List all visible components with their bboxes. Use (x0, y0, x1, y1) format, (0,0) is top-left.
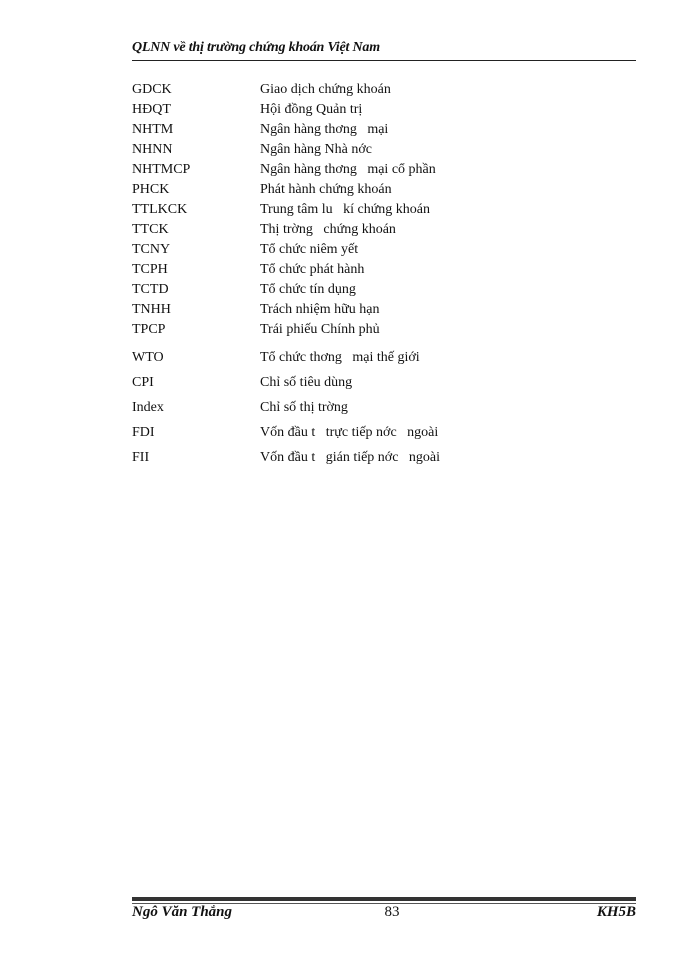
abbreviation-row (132, 400, 636, 420)
abbreviation-term: CPI (132, 375, 154, 390)
abbreviation-meaning: Ngân hàng Nhà nớc (260, 142, 372, 157)
footer-class: KH5B (596, 904, 636, 920)
abbreviation-term: TCTD (132, 282, 169, 297)
abbreviation-row (132, 450, 636, 470)
abbreviation-term: TNHH (132, 302, 171, 317)
abbreviation-row (132, 102, 636, 122)
abbreviation-term: FII (132, 450, 150, 465)
abbreviation-meaning: Ngân hàng thơng mại (260, 122, 389, 137)
abbreviation-term: TTLKCK (132, 202, 188, 217)
running-header: QLNN về thị trường chứng khoán Việt Nam (132, 40, 380, 55)
abbreviation-row (132, 322, 636, 342)
abbreviation-term: HĐQT (132, 102, 171, 117)
abbreviation-row (132, 182, 636, 202)
abbreviation-term: TTCK (132, 222, 169, 237)
abbreviation-meaning: Tổ chức phát hành (260, 262, 365, 277)
abbreviation-meaning: Phát hành chứng khoán (260, 182, 392, 197)
abbreviation-term: TCPH (132, 262, 168, 277)
abbreviation-meaning: Chỉ số thị trờng (260, 400, 348, 415)
abbreviation-row (132, 82, 636, 102)
abbreviation-term: FDI (132, 425, 155, 440)
abbreviation-row (132, 142, 636, 162)
abbreviation-term: PHCK (132, 182, 170, 197)
abbreviation-meaning: Trung tâm lu kí chứng khoán (260, 202, 431, 217)
abbreviation-term: GDCK (132, 82, 172, 97)
abbreviation-term: NHNN (132, 142, 173, 157)
abbreviation-meaning: Tổ chức thơng mại thế giới (260, 350, 420, 365)
abbreviation-meaning: Ngân hàng thơng mại cổ phần (260, 162, 436, 177)
header-divider (132, 60, 636, 61)
abbreviation-term: NHTM (132, 122, 174, 137)
abbreviation-row (132, 262, 636, 282)
abbreviation-meaning: Giao dịch chứng khoán (260, 82, 391, 97)
abbreviation-meaning: Vốn đầu t gián tiếp nớc ngoài (260, 450, 441, 465)
footer-author: Ngô Văn Thắng (132, 904, 233, 920)
abbreviation-term: WTO (132, 350, 164, 365)
abbreviation-term: Index (132, 400, 164, 415)
abbreviation-meaning: Trách nhiệm hữu hạn (260, 302, 380, 317)
abbreviation-meaning: Chỉ số tiêu dùng (260, 375, 353, 390)
abbreviation-row (132, 375, 636, 395)
footer-divider-thick (132, 897, 636, 901)
abbreviation-row (132, 350, 636, 370)
abbreviation-row (132, 202, 636, 222)
abbreviation-row (132, 282, 636, 302)
page-number: 83 (384, 904, 400, 920)
abbreviation-meaning: Tổ chức niêm yết (260, 242, 359, 257)
abbreviation-meaning: Vốn đầu t trực tiếp nớc ngoài (260, 425, 439, 440)
abbreviation-row (132, 162, 636, 182)
abbreviation-term: TPCP (132, 322, 166, 337)
abbreviation-term: TCNY (132, 242, 171, 257)
abbreviation-row (132, 242, 636, 262)
abbreviation-meaning: Thị trờng chứng khoán (260, 222, 396, 237)
abbreviation-row (132, 122, 636, 142)
abbreviation-term: NHTMCP (132, 162, 191, 177)
abbreviation-row (132, 222, 636, 242)
abbreviation-meaning: Hội đồng Quản trị (260, 102, 363, 117)
abbreviation-row (132, 425, 636, 445)
abbreviation-row (132, 302, 636, 322)
abbreviation-meaning: Trái phiếu Chính phủ (260, 322, 380, 337)
abbreviation-meaning: Tổ chức tín dụng (260, 282, 356, 297)
